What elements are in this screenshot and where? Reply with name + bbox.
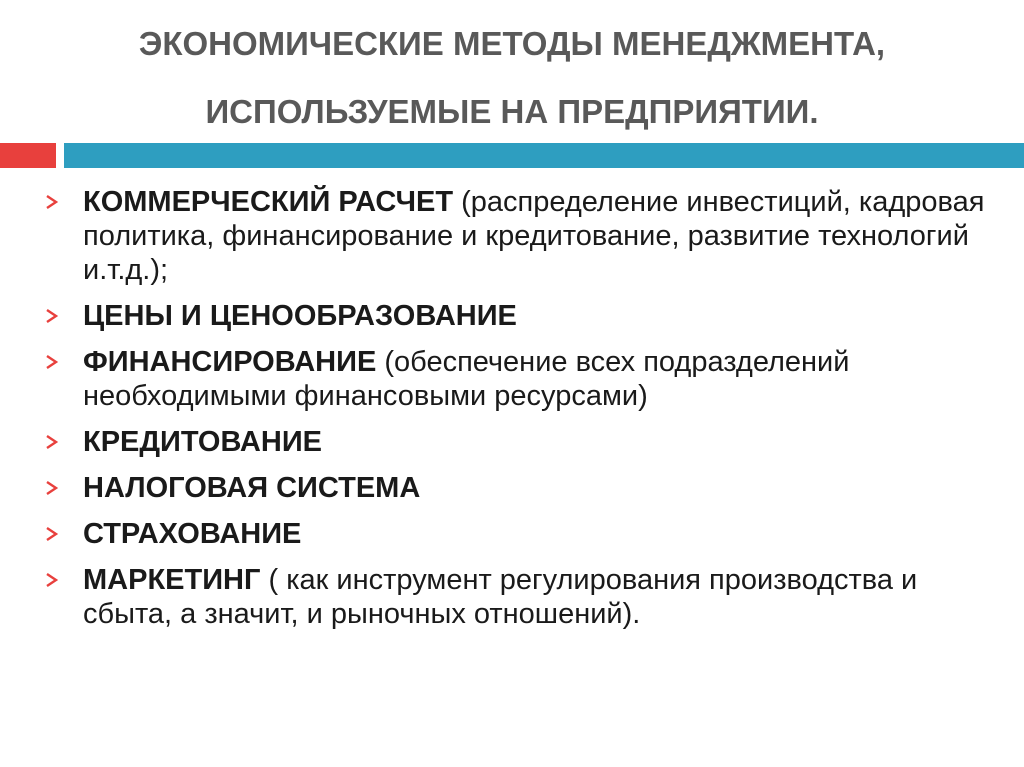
bullet-term: ЦЕНЫ И ЦЕНООБРАЗОВАНИЕ [83, 300, 517, 332]
bullet-text [83, 426, 322, 458]
bullet-description: ( как инструмент регулирования производства и сбыта, а значит, и рыночных отношений). [83, 564, 918, 630]
bullet-term: КОММЕРЧЕСКИЙ РАСЧЕТ [83, 186, 454, 218]
list-item [45, 299, 1005, 333]
chevron-right-icon [45, 434, 59, 450]
bullet-term: НАЛОГОВАЯ СИСТЕМА [83, 472, 421, 504]
chevron-right-icon [45, 308, 59, 324]
chevron-right-icon [45, 526, 59, 542]
list-item [45, 563, 1005, 631]
bullet-term: ФИНАНСИРОВАНИЕ [83, 346, 377, 378]
bullet-text [83, 564, 917, 630]
chevron-right-icon [45, 572, 59, 588]
bullet-text [83, 472, 420, 504]
bullet-text [83, 186, 984, 286]
bullet-term: МАРКЕТИНГ [83, 564, 261, 596]
list-item [45, 471, 1005, 505]
bullet-text [83, 346, 849, 412]
bullet-text [83, 300, 517, 332]
list-item [45, 185, 1005, 287]
list-item [45, 425, 1005, 459]
bullet-description: (обеспечение всех подразделений необходимыми финансовыми ресурсами) [83, 346, 850, 412]
slide-title [40, 10, 984, 146]
accent-band-red [0, 143, 56, 168]
accent-band-blue [64, 143, 1024, 168]
list-item [45, 345, 1005, 413]
bullet-text [83, 518, 301, 550]
chevron-right-icon [45, 194, 59, 210]
list-item [45, 517, 1005, 551]
bullet-term: СТРАХОВАНИЕ [83, 518, 302, 550]
slide-title-line-2: ИСПОЛЬЗУЕМЫЕ НА ПРЕДПРИЯТИИ. [205, 93, 819, 130]
chevron-right-icon [45, 354, 59, 370]
chevron-right-icon [45, 480, 59, 496]
slide-title-line-1: ЭКОНОМИЧЕСКИЕ МЕТОДЫ МЕНЕДЖМЕНТА, [138, 25, 886, 62]
bullet-list [45, 185, 1005, 643]
bullet-term: КРЕДИТОВАНИЕ [83, 426, 323, 458]
bullet-description: (распределение инвестиций, кадровая политика, финансирование и кредитование, развитие технологий и.т.д.); [83, 186, 985, 286]
